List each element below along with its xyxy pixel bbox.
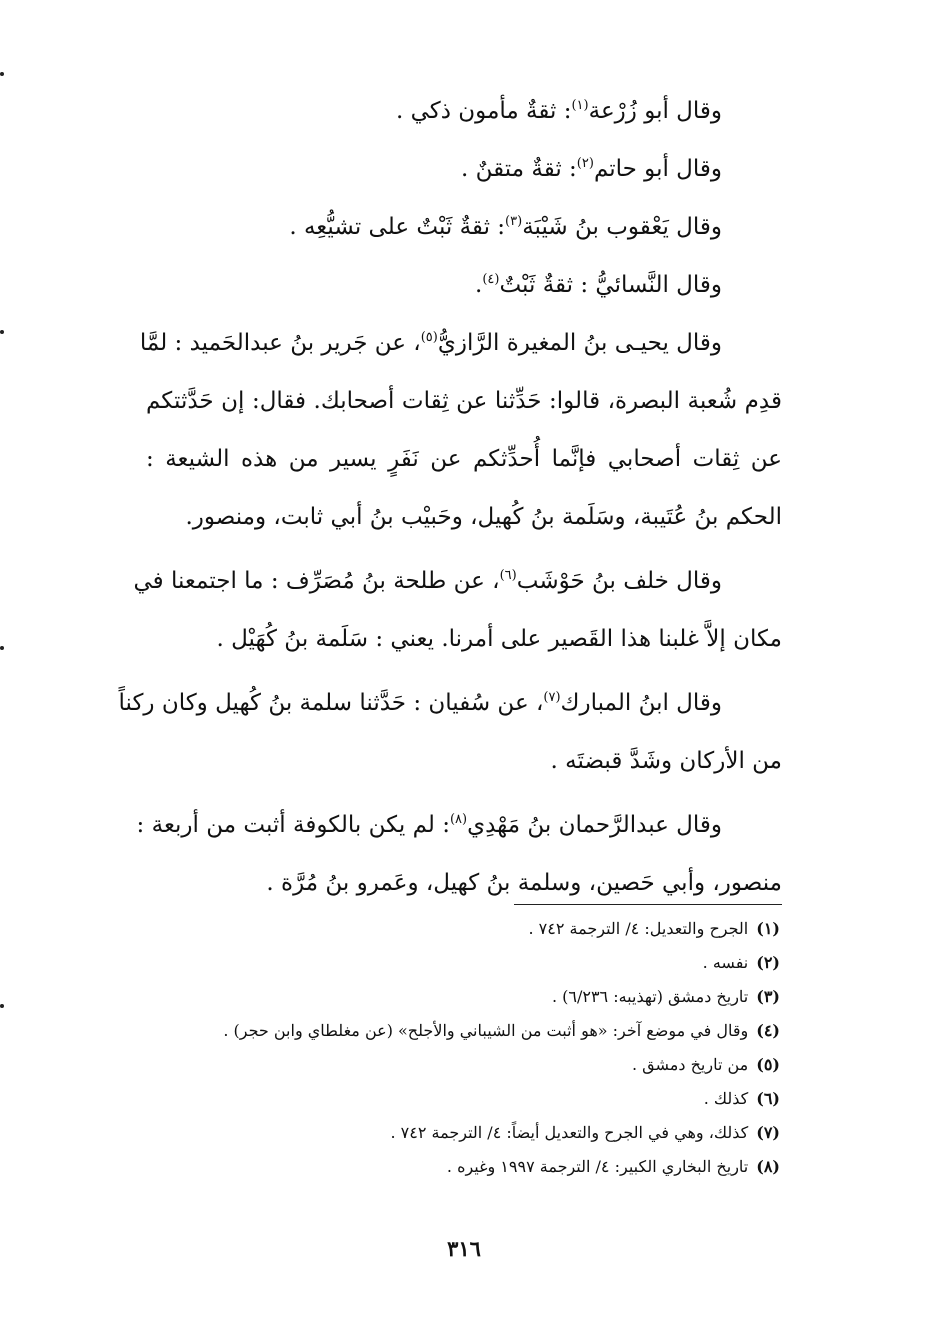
footnote-ref[interactable]: (٨) xyxy=(449,812,468,827)
text-line: من الأركان وشَدَّ قبضتَه . xyxy=(550,748,782,774)
footnote: (٥)من تاريخ دمشق . xyxy=(632,1055,780,1074)
text-line: وقال أبو حاتم$^{(٢)}$: ثقةٌ متقنٌ . xyxy=(461,156,722,182)
footnote-ref[interactable]: (٢) xyxy=(576,156,594,171)
margin-mark xyxy=(0,330,4,334)
text-line: قدِم شُعبة البصرة، قالوا: حَدِّثنا عن ثِقات أصحابك. فقال: إن حَدَّثتكم xyxy=(146,388,782,414)
footnote: (٨)تاريخ البخاري الكبير: ٤/ الترجمة ١٩٩٧ وغيره . xyxy=(446,1157,780,1176)
footnote-divider xyxy=(514,904,782,905)
footnote: (٦)كذلك . xyxy=(703,1089,780,1108)
page-number: ٣١٦ xyxy=(447,1236,481,1261)
footnote-ref[interactable]: (٦) xyxy=(499,568,517,583)
text-line: وقال يحيـى بنُ المغيرة الرَّازيُّ$^{(٥)}$، عن جَرير بنُ عبدالحَميد : لمَّا xyxy=(139,330,722,356)
text-line: منصور، وأبي حَصين، وسلمة بنُ كهيل، وعَمرو بنُ مُرَّة . xyxy=(266,870,782,896)
text-line: الحكم بنُ عُتَيبة، وسَلَمة بنُ كُهيل، وحَبيْب بنُ أبي ثابت، ومنصور. xyxy=(185,504,782,530)
footnote: (٢)نفسه . xyxy=(702,953,780,972)
footnote-ref[interactable]: (٥) xyxy=(420,330,438,345)
text-line: وقال خلف بنُ حَوْشَب$^{(٦)}$، عن طلحة بنُ مُصَرِّف : ما اجتمعنا في xyxy=(133,568,722,594)
text-line: وقال عبدالرَّحمان بنُ مَهْدِي$^{(٨)}$: لم يكن بالكوفة أثبت من أربعة : xyxy=(136,812,722,838)
footnote-ref[interactable]: (٤) xyxy=(482,272,500,287)
footnote-ref[interactable]: (٧) xyxy=(543,690,561,705)
text-line: وقال النَّسائيُّ : ثقةٌ ثَبْتٌ$^{(٤)}$. xyxy=(475,272,722,298)
footnote-ref[interactable]: (١) xyxy=(571,98,589,113)
margin-mark xyxy=(0,646,4,650)
main-text xyxy=(118,96,782,926)
text-line: وقال أبو زُرْعة$^{(١)}$: ثقةٌ مأمون ذكي . xyxy=(396,98,722,124)
footnotes xyxy=(60,918,780,1190)
margin-mark xyxy=(0,72,4,76)
footnote-ref[interactable]: (٣) xyxy=(505,214,523,229)
margin-mark xyxy=(0,1004,4,1008)
text-line: عن ثِقات أصحابي فإنَّما أُحدِّثكم عن نَفَرٍ يسير من هذه الشيعة : xyxy=(146,446,782,472)
footnote: (٤)وقال في موضع آخر: «هو أثبت من الشيباني والأجلح» (عن مغلطاي وابن حجر) . xyxy=(223,1021,780,1040)
text-line: مكان إلاَّ غلبنا هذا القَصير على أمرنا. يعني : سَلَمة بنُ كُهَيْل . xyxy=(216,626,782,652)
text-line: وقال ابنُ المبارك$^{(٧)}$، عن سُفيان : حَدَّثنا سلمة بنُ كُهيل وكان ركناً xyxy=(118,690,722,716)
footnote: (٧)كذلك، وهي في الجرح والتعديل أيضاً: ٤/ الترجمة ٧٤٢ . xyxy=(390,1123,780,1142)
footnote: (١)الجرح والتعديل: ٤/ الترجمة ٧٤٢ . xyxy=(528,919,780,938)
text-line: وقال يَعْقوب بنُ شَيْبَة$^{(٣)}$: ثقةٌ ثَبْتٌ على تشيُّعِه . xyxy=(289,214,722,240)
footnote: (٣)تاريخ دمشق (تهذيبه: ٦/٢٣٦) . xyxy=(551,987,780,1006)
